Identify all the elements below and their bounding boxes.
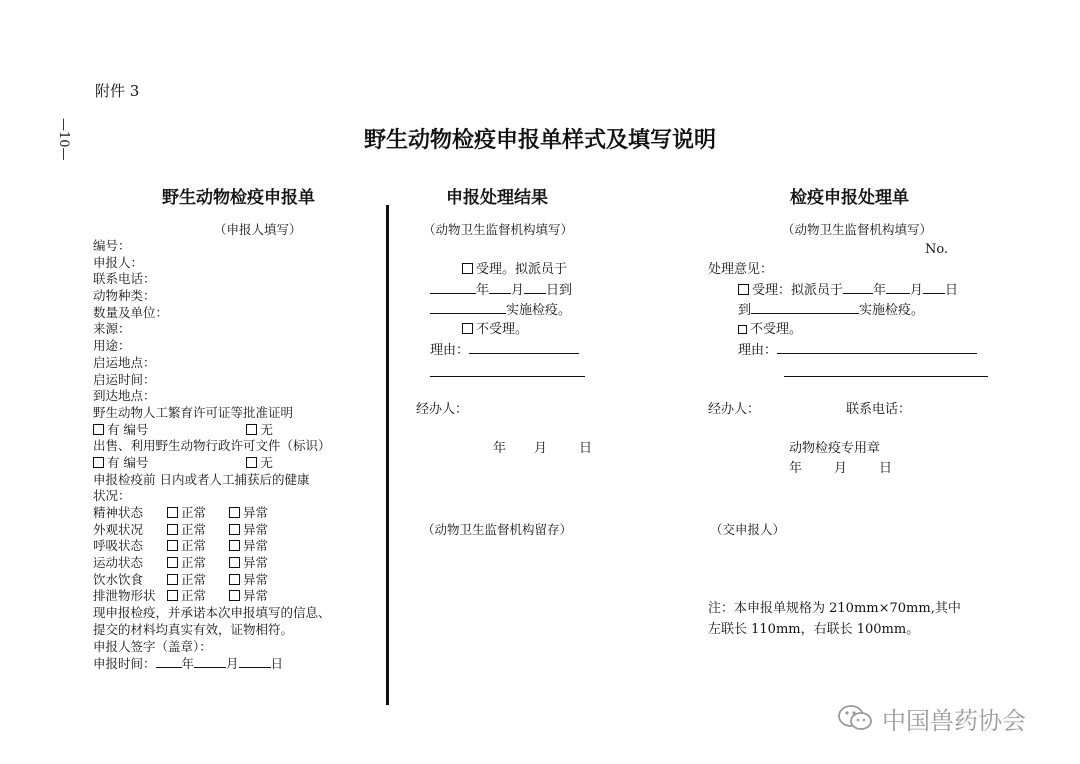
implement-label: 实施检疫。 bbox=[506, 303, 572, 318]
reason-line-2[interactable] bbox=[430, 376, 585, 377]
health-row bbox=[93, 538, 331, 555]
accept-label: 受理：拟派员于 bbox=[752, 283, 844, 298]
checkbox-accept[interactable] bbox=[462, 263, 473, 274]
field-purpose: 用途： bbox=[93, 338, 131, 354]
checkbox-normal[interactable] bbox=[167, 590, 178, 601]
health-row bbox=[93, 588, 331, 605]
serial-no-label: No. bbox=[925, 242, 949, 257]
checkbox-normal[interactable] bbox=[167, 540, 178, 551]
middle-subtitle: （动物卫生监督机构填写） bbox=[423, 222, 574, 237]
month-blank[interactable] bbox=[886, 281, 910, 294]
reason-blank[interactable] bbox=[777, 341, 977, 354]
health-label: 精神状态 bbox=[93, 505, 144, 520]
right-reason-row bbox=[738, 341, 977, 359]
field-destination: 到达地点： bbox=[93, 388, 156, 404]
year-label: 年 bbox=[476, 283, 490, 298]
breeding-permit-options bbox=[93, 422, 331, 439]
year-label: 年 bbox=[789, 461, 803, 476]
none-label: 无 bbox=[260, 421, 273, 437]
month-label: 月 bbox=[511, 283, 525, 298]
year-blank[interactable] bbox=[156, 655, 182, 668]
none-label-2: 无 bbox=[260, 454, 273, 470]
year-label: 年 bbox=[873, 283, 887, 298]
health-intro-2: 状况： bbox=[93, 488, 131, 504]
page-number: —10— bbox=[56, 118, 71, 161]
checkbox-abnormal[interactable] bbox=[229, 574, 240, 585]
checkbox-abnormal[interactable] bbox=[229, 524, 240, 535]
checkbox-accept[interactable] bbox=[738, 284, 749, 295]
reject-label: 不受理。 bbox=[750, 322, 803, 337]
left-title: 野生动物检疫申报单 bbox=[162, 188, 315, 208]
reject-label: 不受理。 bbox=[476, 322, 529, 337]
right-date bbox=[789, 460, 892, 477]
normal-label: 正常 bbox=[181, 571, 207, 587]
abnormal-label: 异常 bbox=[243, 538, 269, 554]
day-blank[interactable] bbox=[923, 281, 945, 294]
middle-accept-row bbox=[462, 261, 567, 278]
day-blank[interactable] bbox=[239, 655, 271, 668]
abnormal-label: 异常 bbox=[243, 505, 269, 520]
field-start-time: 启运时间： bbox=[93, 371, 156, 387]
middle-title: 申报处理结果 bbox=[446, 188, 548, 208]
right-phone: 联系电话： bbox=[846, 402, 912, 417]
checkbox-normal[interactable] bbox=[167, 574, 178, 585]
reason-line-2[interactable] bbox=[784, 376, 988, 377]
normal-label: 正常 bbox=[181, 505, 207, 520]
note-line-1: 注：本申报单规格为 210mm×70mm,其中 bbox=[708, 601, 961, 616]
pledge-line-2: 提交的材料均真实有效，证物相符。 bbox=[93, 621, 294, 637]
implement-label: 实施检疫。 bbox=[859, 303, 925, 318]
day-label: 日 bbox=[579, 441, 593, 456]
right-subtitle: （动物卫生监督机构填写） bbox=[782, 222, 933, 237]
section-divider bbox=[386, 205, 389, 705]
checkbox-abnormal[interactable] bbox=[229, 590, 240, 601]
date-prefix: 申报时间： bbox=[93, 656, 156, 672]
health-row bbox=[93, 505, 331, 522]
month-label: 月 bbox=[534, 441, 548, 456]
has-number-label-2: 有 编号 bbox=[107, 454, 149, 470]
declaration-date bbox=[93, 655, 331, 672]
middle-date-row bbox=[430, 281, 572, 299]
field-source: 来源： bbox=[93, 321, 131, 337]
left-form bbox=[93, 238, 331, 672]
field-number: 编号： bbox=[93, 238, 131, 253]
normal-label: 正常 bbox=[181, 555, 207, 571]
main-title: 野生动物检疫申报单样式及填写说明 bbox=[363, 127, 716, 153]
watermark-text: 中国兽药协会 bbox=[882, 706, 1026, 735]
health-label: 呼吸状态 bbox=[93, 538, 144, 554]
year-label: 年 bbox=[181, 656, 195, 672]
normal-label: 正常 bbox=[181, 588, 207, 604]
health-intro-1: 申报检疫前 日内或者人工捕获后的健康 bbox=[93, 471, 310, 487]
health-label: 运动状态 bbox=[93, 555, 144, 571]
abnormal-label: 异常 bbox=[243, 555, 269, 571]
middle-handler: 经办人： bbox=[416, 402, 469, 417]
opinion-label: 处理意见： bbox=[708, 262, 774, 277]
checkbox-abnormal[interactable] bbox=[229, 557, 240, 568]
to-label: 到 bbox=[738, 303, 752, 318]
middle-reason-row bbox=[430, 341, 579, 359]
quarantine-seal-label: 动物检疫专用章 bbox=[789, 441, 881, 456]
sales-permit-options bbox=[93, 455, 331, 472]
breeding-permit-label: 野生动物人工繁育许可证等批准证明 bbox=[93, 404, 294, 420]
right-footer: （交申报人） bbox=[710, 522, 786, 537]
checkbox-normal[interactable] bbox=[167, 524, 178, 535]
middle-reject-row bbox=[462, 321, 528, 338]
abnormal-label: 异常 bbox=[243, 588, 269, 604]
normal-label: 正常 bbox=[181, 538, 207, 554]
health-row bbox=[93, 572, 331, 589]
right-accept-row bbox=[738, 281, 958, 299]
day-blank[interactable] bbox=[524, 281, 546, 294]
place-blank[interactable] bbox=[430, 301, 506, 314]
year-blank[interactable] bbox=[843, 281, 873, 294]
right-reject-row bbox=[738, 321, 802, 338]
checkbox-abnormal[interactable] bbox=[229, 507, 240, 518]
field-quantity: 数量及单位： bbox=[93, 304, 169, 320]
reason-label: 理由： bbox=[430, 343, 470, 358]
left-subtitle: （申报人填写） bbox=[214, 222, 302, 237]
attachment-label: 附件 3 bbox=[95, 82, 140, 100]
checkbox-has-2[interactable] bbox=[93, 457, 104, 468]
day-label: 日 bbox=[879, 461, 893, 476]
health-label: 外观状况 bbox=[93, 521, 144, 537]
day-to-label: 日到 bbox=[546, 283, 573, 298]
field-phone: 联系电话： bbox=[93, 271, 156, 287]
checkbox-normal[interactable] bbox=[167, 507, 178, 518]
year-blank[interactable] bbox=[430, 281, 476, 294]
health-row bbox=[93, 555, 331, 572]
right-implement-row bbox=[738, 301, 924, 319]
month-label: 月 bbox=[910, 283, 924, 298]
middle-date bbox=[493, 440, 592, 457]
reason-label: 理由： bbox=[738, 343, 778, 358]
field-species: 动物种类： bbox=[93, 288, 156, 304]
middle-implement-row bbox=[430, 301, 571, 319]
middle-footer: （动物卫生监督机构留存） bbox=[422, 522, 573, 537]
sales-permit-label: 出售、利用野生动物行政许可文件（标识） bbox=[93, 438, 331, 454]
month-blank[interactable] bbox=[489, 281, 511, 294]
pledge-line-1: 现申报检疫，并承诺本次申报填写的信息、 bbox=[93, 605, 331, 621]
note-line-2: 左联长 110mm，右联长 100mm。 bbox=[708, 622, 920, 637]
field-applicant: 申报人： bbox=[93, 254, 144, 270]
day-label: 日 bbox=[945, 283, 959, 298]
reason-blank[interactable] bbox=[469, 341, 579, 354]
health-table bbox=[93, 505, 331, 605]
month-blank[interactable] bbox=[194, 655, 226, 668]
signature-label: 申报人签字（盖章）： bbox=[93, 638, 212, 654]
has-number-label: 有 编号 bbox=[107, 421, 149, 437]
checkbox-normal[interactable] bbox=[167, 557, 178, 568]
accept-label: 受理。拟派员于 bbox=[476, 262, 568, 277]
wechat-icon bbox=[836, 703, 874, 733]
checkbox-none-2[interactable] bbox=[246, 457, 257, 468]
health-row bbox=[93, 522, 331, 539]
abnormal-label: 异常 bbox=[243, 521, 269, 537]
checkbox-reject[interactable] bbox=[462, 323, 473, 334]
field-origin: 启运地点： bbox=[93, 354, 156, 370]
health-label: 排泄物形状 bbox=[93, 588, 156, 604]
right-handler: 经办人： bbox=[708, 402, 761, 417]
checkbox-has[interactable] bbox=[93, 424, 104, 435]
day-label: 日 bbox=[270, 656, 284, 672]
checkbox-abnormal[interactable] bbox=[229, 540, 240, 551]
right-title: 检疫申报处理单 bbox=[790, 188, 909, 208]
normal-label: 正常 bbox=[181, 521, 207, 537]
watermark bbox=[836, 700, 1026, 736]
health-label: 饮水饮食 bbox=[93, 571, 144, 587]
month-label: 月 bbox=[226, 656, 239, 672]
checkbox-none[interactable] bbox=[246, 424, 257, 435]
month-label: 月 bbox=[834, 461, 848, 476]
abnormal-label: 异常 bbox=[243, 571, 269, 587]
place-blank[interactable] bbox=[751, 301, 859, 314]
year-label: 年 bbox=[493, 441, 507, 456]
checkbox-reject[interactable] bbox=[738, 325, 747, 334]
